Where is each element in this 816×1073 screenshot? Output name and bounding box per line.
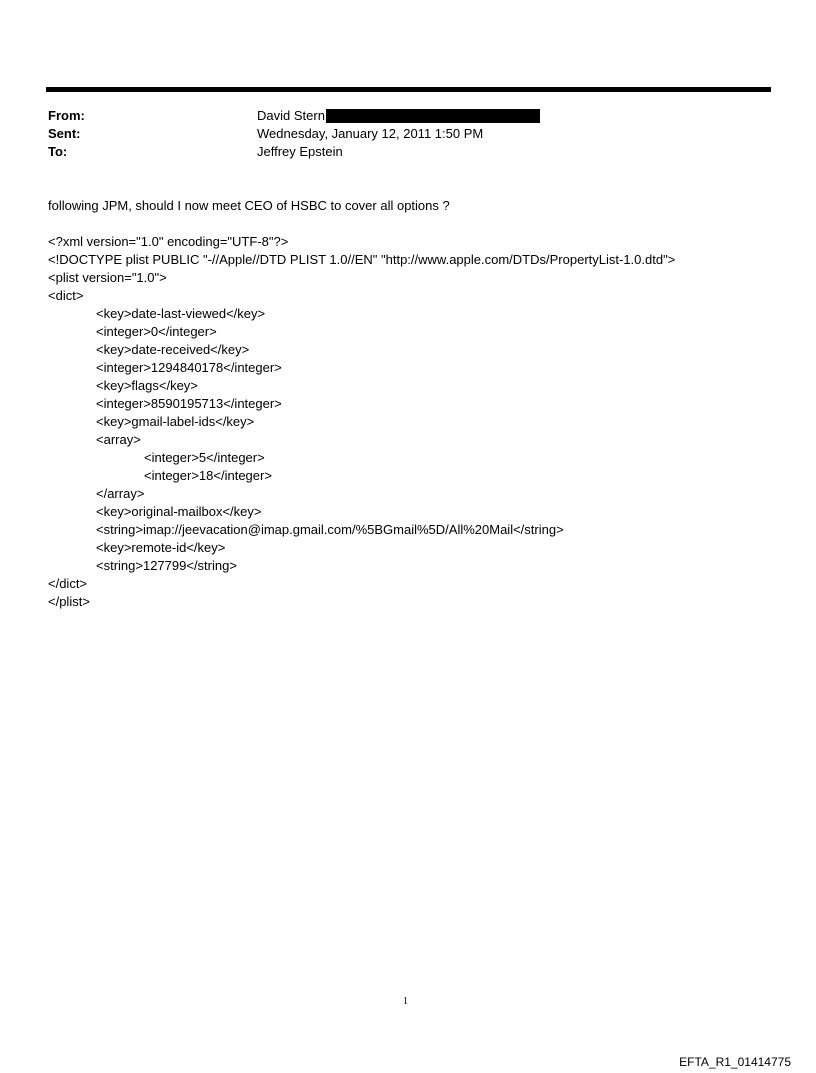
redaction-bar (326, 109, 540, 123)
plist-line: <string>imap://jeevacation@imap.gmail.com/%5BGmail%5D/All%20Mail</string> (96, 522, 564, 537)
plist-line: <plist version="1.0"> (48, 270, 167, 285)
plist-line: <dict> (48, 288, 84, 303)
plist-line: <?xml version="1.0" encoding="UTF-8"?> (48, 234, 289, 249)
plist-line: <key>flags</key> (96, 378, 198, 393)
plist-line: <integer>18</integer> (144, 468, 272, 483)
sent-label: Sent: (48, 126, 81, 141)
from-value (257, 107, 544, 125)
plist-line: </dict> (48, 576, 88, 591)
plist-line: <key>gmail-label-ids</key> (96, 414, 255, 429)
document-id: EFTA_R1_01414775 (679, 1055, 791, 1069)
plist-line: </array> (96, 486, 145, 501)
plist-line: <integer>5</integer> (144, 450, 265, 465)
redaction-tail (540, 109, 544, 123)
to-value: Jeffrey Epstein (257, 144, 343, 159)
plist-line: <integer>0</integer> (96, 324, 217, 339)
sender-name: David Stern (257, 108, 325, 123)
sent-value: Wednesday, January 12, 2011 1:50 PM (257, 126, 484, 141)
to-label: To: (48, 144, 68, 159)
plist-line: <key>remote-id</key> (96, 540, 226, 555)
from-label: From: (48, 108, 85, 123)
plist-line: <key>date-received</key> (96, 342, 250, 357)
plist-line: <key>original-mailbox</key> (96, 504, 262, 519)
plist-line: <string>127799</string> (96, 558, 237, 573)
plist-line: <integer>8590195713</integer> (96, 396, 282, 411)
page-number: 1 (403, 996, 408, 1007)
header-divider (46, 87, 771, 92)
plist-line: </plist> (48, 594, 90, 609)
plist-line: <key>date-last-viewed</key> (96, 306, 266, 321)
plist-line: <integer>1294840178</integer> (96, 360, 282, 375)
message-text: following JPM, should I now meet CEO of HSBC to cover all options ? (48, 198, 450, 213)
plist-line: <!DOCTYPE plist PUBLIC "-//Apple//DTD PLIST 1.0//EN" "http://www.apple.com/DTDs/PropertyList-1.0.dtd"> (48, 252, 676, 267)
plist-line: <array> (96, 432, 141, 447)
